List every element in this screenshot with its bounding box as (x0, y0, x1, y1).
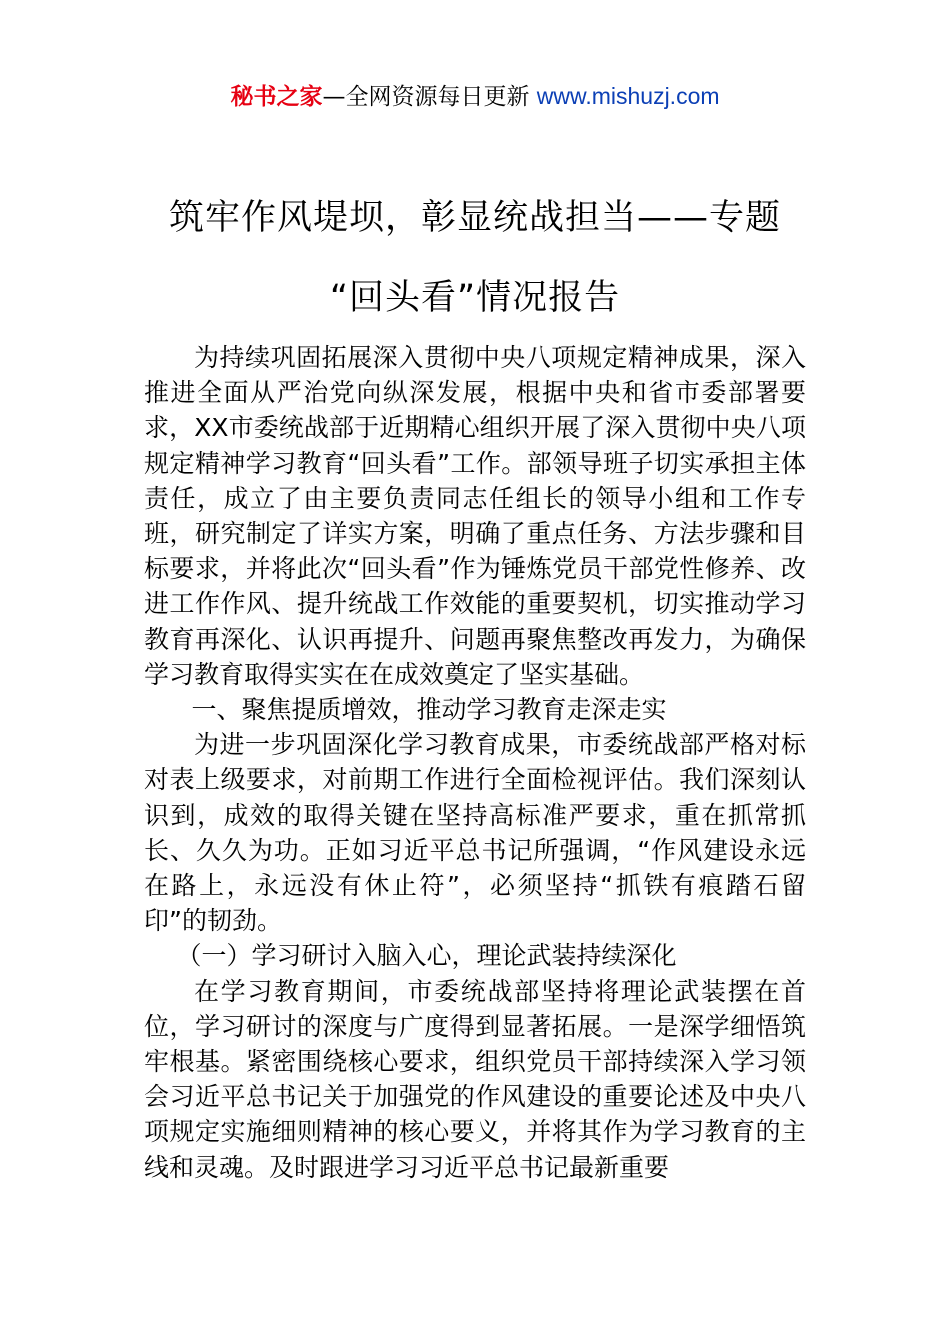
site-header (0, 80, 950, 113)
paragraph-subsection-1: 在学习教育期间，市委统战部坚持将理论武装摆在首位，学习研讨的深度与广度得到显著拓展。一是深学细悟筑牢根基。紧密围绕核心要求，组织党员干部持续深入学习领会习近平总书记关于加强党的作风建设的重要论述及中央八项规定实施细则精神的核心要义，并将其作为学习教育的主线和灵魂。及时跟进学习习近平总书记最新重要 (144, 976, 806, 1182)
site-tagline: —全网资源每日更新 (322, 84, 530, 110)
section-heading-1: 一、聚焦提质增效，推动学习教育走深走实 (191, 695, 667, 725)
paragraph-section-1: 为进一步巩固深化学习教育成果，市委统战部严格对标对表上级要求，对前期工作进行全面检视评估。我们深刻认识到，成效的取得关键在坚持高标准严要求，重在抓常抓长、久久为功。正如习近平总书记所强调，“作风建设永远在路上，永远没有休止符”，必须坚持“抓铁有痕踏石留印”的韧劲。 (144, 730, 806, 936)
title-line-1: 筑牢作风堤坝，彰显统战担当——专题 (168, 198, 781, 238)
subsection-heading-1: （一）学习研讨入脑入心，理论武装持续深化 (176, 941, 677, 971)
document-title (120, 178, 830, 338)
site-brand: 秘书之家 (230, 84, 323, 110)
site-url-link[interactable]: www.mishuzj.com (536, 83, 720, 109)
title-line-2: “回头看”情况报告 (329, 278, 621, 318)
document-body (144, 340, 806, 1185)
paragraph-intro: 为持续巩固拓展深入贯彻中央八项规定精神成果，深入推进全面从严治党向纵深发展，根据中央和省市委部署要求，XX市委统战部于近期精心组织开展了深入贯彻中央八项规定精神学习教育“回头看”工作。部领导班子切实承担主体责任，成立了由主要负责同志任组长的领导小组和工作专班，研究制定了详实方案，明确了重点任务、方法步骤和目标要求，并将此次“回头看”作为锤炼党员干部党性修养、改进工作作风、提升统战工作效能的重要契机，切实推动学习教育再深化、认识再提升、问题再聚焦整改再发力，为确保学习教育取得实实在在成效奠定了坚实基础。 (144, 343, 806, 689)
